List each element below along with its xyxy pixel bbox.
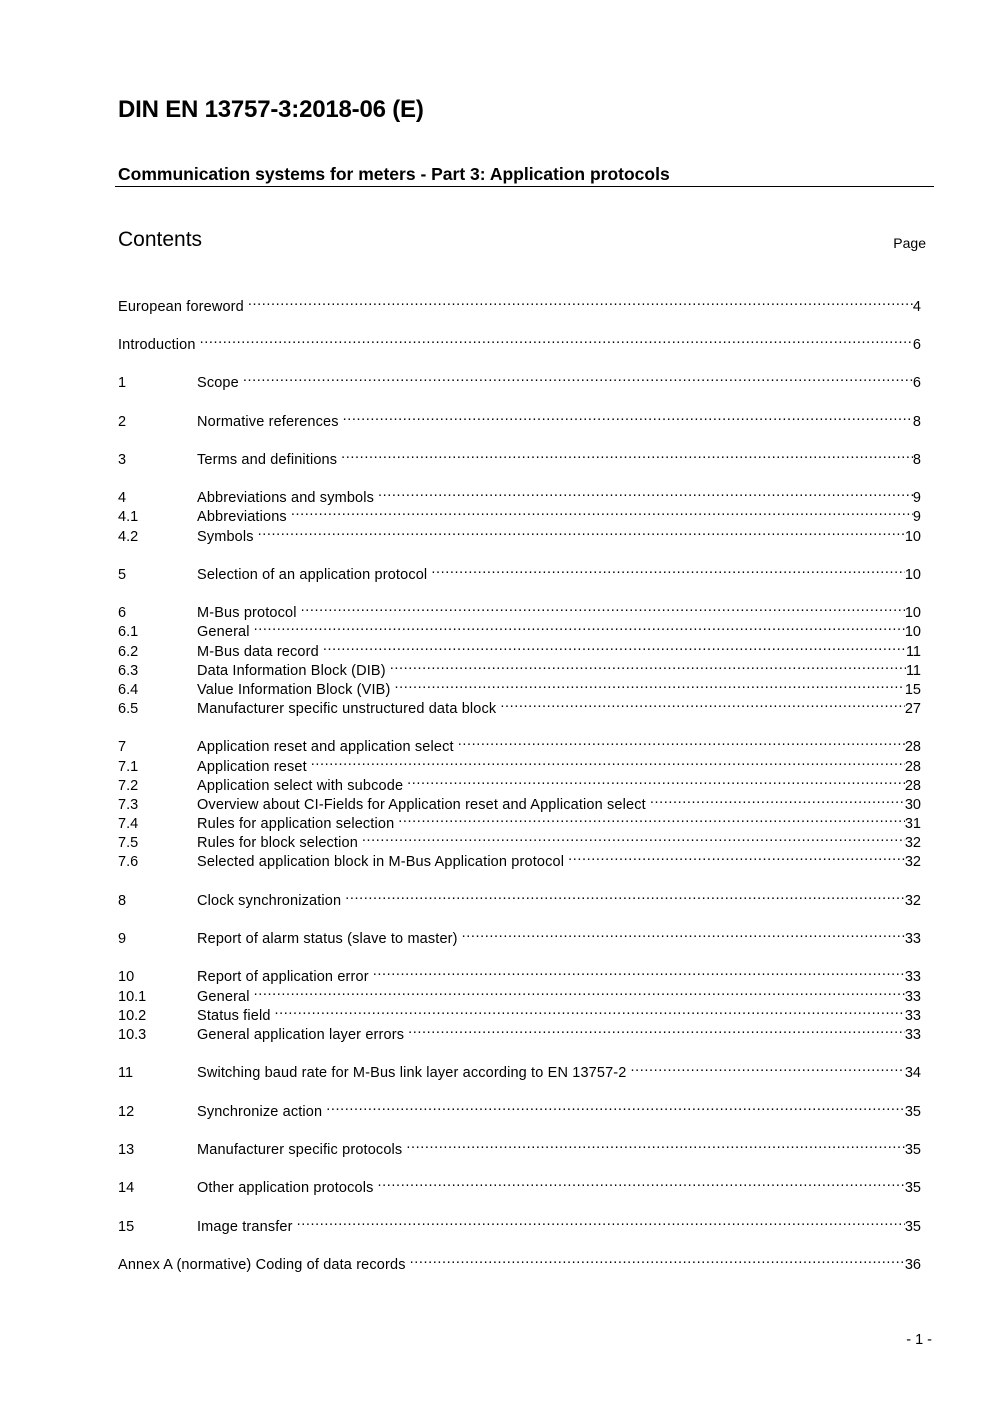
toc-entry-title: Overview about CI-Fields for Application reset and Application select <box>197 796 650 815</box>
toc-dot-leader <box>297 1212 905 1231</box>
toc-entry-number: 6.3 <box>118 663 139 679</box>
toc-entry-page: 33 <box>904 1027 921 1043</box>
toc-entry-number: 7.5 <box>118 835 139 851</box>
toc-entry-title: Abbreviations <box>197 508 291 527</box>
toc-entry-number: 6 <box>118 605 127 621</box>
toc-entry-title: Selected application block in M-Bus Application protocol <box>197 853 568 872</box>
page-number: - 1 - <box>906 1332 932 1348</box>
toc-entry-number: 14 <box>118 1180 135 1196</box>
toc-dot-leader <box>500 694 905 713</box>
toc-entry-number: 7 <box>118 739 127 755</box>
toc-dot-leader <box>243 368 913 387</box>
toc-entry-number: 9 <box>118 931 127 947</box>
toc-entry-number: 4.2 <box>118 529 139 545</box>
toc-entry[interactable] <box>118 522 921 545</box>
toc-dot-leader <box>362 828 905 847</box>
toc-entry-page: 15 <box>904 682 921 698</box>
toc-entry-number: 6.4 <box>118 682 139 698</box>
toc-dot-leader <box>631 1058 905 1077</box>
toc-entry-title: Symbols <box>197 528 258 547</box>
toc-entry-number: 10.3 <box>118 1027 147 1043</box>
toc-dot-leader <box>248 292 913 311</box>
toc-entry-title: Manufacturer specific protocols <box>197 1141 406 1160</box>
toc-entry[interactable] <box>118 809 921 832</box>
toc-entry-title: Scope <box>197 374 243 393</box>
toc-dot-leader <box>258 522 905 541</box>
toc-entry-page: 11 <box>905 644 921 660</box>
toc-entry-number: 7.4 <box>118 816 139 832</box>
toc-entry-page: 34 <box>904 1065 921 1081</box>
toc-dot-leader <box>568 847 905 866</box>
toc-entry-page: 27 <box>904 701 921 717</box>
toc-entry[interactable] <box>118 732 921 755</box>
toc-entry-title: Rules for block selection <box>197 834 362 853</box>
table-of-contents <box>118 0 921 1403</box>
toc-dot-leader <box>343 407 913 426</box>
toc-entry-number: 11 <box>118 1065 134 1081</box>
toc-entry-page: 33 <box>904 1008 921 1024</box>
toc-entry[interactable] <box>118 771 921 794</box>
toc-entry-page: 30 <box>904 797 921 813</box>
toc-dot-leader <box>326 1097 905 1116</box>
toc-dot-leader <box>373 962 905 981</box>
toc-dot-leader <box>341 445 913 464</box>
toc-entry-title: Manufacturer specific unstructured data block <box>197 700 500 719</box>
toc-entry-title: Abbreviations and symbols <box>197 489 378 508</box>
toc-entry-title: Status field <box>197 1007 275 1026</box>
toc-dot-leader <box>431 560 905 579</box>
toc-dot-leader <box>462 924 905 943</box>
toc-entry-title: General application layer errors <box>197 1026 408 1045</box>
toc-entry[interactable] <box>118 330 921 353</box>
toc-entry-number: 15 <box>118 1219 135 1235</box>
toc-dot-leader <box>406 1135 905 1154</box>
toc-entry-page: 33 <box>904 969 921 985</box>
toc-entry-number: 7.1 <box>118 759 139 775</box>
toc-entry-number: 7.2 <box>118 778 139 794</box>
toc-entry-page: 10 <box>904 624 921 640</box>
toc-entry[interactable] <box>118 1058 921 1081</box>
toc-entry-number: 4.1 <box>118 509 139 525</box>
toc-dot-leader <box>650 790 905 809</box>
toc-entry-page: 35 <box>904 1180 921 1196</box>
toc-entry-page: 4 <box>912 299 921 315</box>
toc-entry[interactable] <box>118 1250 921 1273</box>
toc-entry-title: General <box>197 988 254 1007</box>
toc-entry-page: 28 <box>904 739 921 755</box>
toc-entry-page: 9 <box>912 509 921 525</box>
toc-entry-title: Rules for application selection <box>197 815 398 834</box>
toc-entry-page: 6 <box>912 375 921 391</box>
toc-entry-title: Normative references <box>197 413 343 432</box>
toc-entry-title: M-Bus data record <box>197 643 323 662</box>
toc-entry[interactable] <box>118 1020 921 1043</box>
toc-dot-leader <box>275 1001 905 1020</box>
toc-entry[interactable] <box>118 483 921 506</box>
toc-dot-leader <box>254 982 905 1001</box>
toc-entry-title: General <box>197 623 254 642</box>
toc-entry-number: 3 <box>118 452 127 468</box>
toc-dot-leader <box>301 598 905 617</box>
toc-entry-number: 10 <box>118 969 135 985</box>
toc-entry-page: 9 <box>912 490 921 506</box>
toc-dot-leader <box>254 617 905 636</box>
toc-entry-title: Switching baud rate for M-Bus link layer according to EN 13757-2 <box>197 1064 631 1083</box>
toc-entry-page: 31 <box>904 816 921 832</box>
toc-dot-leader <box>410 1250 905 1269</box>
toc-entry[interactable] <box>118 368 921 391</box>
toc-entry-number: 10.2 <box>118 1008 147 1024</box>
toc-entry-number: 12 <box>118 1104 135 1120</box>
toc-entry-title: Data Information Block (DIB) <box>197 662 390 681</box>
toc-entry-number: 8 <box>118 893 127 909</box>
toc-entry-page: 35 <box>904 1104 921 1120</box>
toc-entry-title: Report of alarm status (slave to master) <box>197 930 462 949</box>
toc-entry[interactable] <box>118 502 921 525</box>
toc-entry[interactable] <box>118 1001 921 1024</box>
toc-entry-number: 2 <box>118 414 127 430</box>
toc-entry-title: Annex A (normative) Coding of data records <box>118 1256 410 1275</box>
toc-entry-title: Application select with subcode <box>197 777 407 796</box>
toc-dot-leader <box>378 1173 905 1192</box>
toc-entry-page: 6 <box>912 337 921 353</box>
toc-entry-title: Application reset <box>197 758 311 777</box>
toc-dot-leader <box>311 752 905 771</box>
toc-entry-page: 10 <box>904 567 921 583</box>
toc-entry-page: 11 <box>905 663 921 679</box>
toc-dot-leader <box>291 502 913 521</box>
toc-entry-number: 4 <box>118 490 127 506</box>
toc-dot-leader <box>458 732 905 751</box>
toc-entry-number: 6.1 <box>118 624 139 640</box>
toc-entry[interactable] <box>118 828 921 851</box>
toc-entry[interactable] <box>118 1212 921 1235</box>
toc-entry-page: 28 <box>904 759 921 775</box>
toc-entry-title: M-Bus protocol <box>197 604 301 623</box>
toc-entry[interactable] <box>118 656 921 679</box>
toc-entry[interactable] <box>118 637 921 660</box>
toc-entry-title: Other application protocols <box>197 1179 378 1198</box>
toc-entry-number: 7.3 <box>118 797 139 813</box>
toc-dot-leader <box>408 1020 905 1039</box>
toc-entry-page: 36 <box>904 1257 921 1273</box>
toc-entry-title: Image transfer <box>197 1218 297 1237</box>
toc-entry-page: 32 <box>904 893 921 909</box>
toc-entry-title: Selection of an application protocol <box>197 566 431 585</box>
toc-entry-page: 10 <box>904 605 921 621</box>
toc-entry-title: European foreword <box>118 298 248 317</box>
toc-entry-number: 6.2 <box>118 644 139 660</box>
page-column-heading: Page <box>893 235 926 251</box>
toc-entry[interactable] <box>118 886 921 909</box>
toc-entry-title: Report of application error <box>197 968 373 987</box>
toc-entry-number: 5 <box>118 567 127 583</box>
toc-entry[interactable] <box>118 292 921 315</box>
toc-dot-leader <box>200 330 913 349</box>
toc-entry[interactable] <box>118 694 921 717</box>
toc-entry-page: 10 <box>904 529 921 545</box>
toc-entry-number: 13 <box>118 1142 135 1158</box>
toc-entry-page: 8 <box>912 414 921 430</box>
toc-entry[interactable] <box>118 847 921 870</box>
toc-entry-title: Terms and definitions <box>197 451 341 470</box>
toc-entry-number: 7.6 <box>118 854 139 870</box>
toc-entry[interactable] <box>118 598 921 621</box>
toc-dot-leader <box>390 656 906 675</box>
toc-entry-number: 6.5 <box>118 701 139 717</box>
contents-heading: Contents <box>118 228 203 251</box>
toc-dot-leader <box>394 675 904 694</box>
toc-entry-title: Introduction <box>118 336 200 355</box>
toc-entry[interactable] <box>118 445 921 468</box>
toc-entry-page: 33 <box>904 931 921 947</box>
toc-entry[interactable] <box>118 1173 921 1196</box>
toc-dot-leader <box>378 483 913 502</box>
toc-entry[interactable] <box>118 560 921 583</box>
toc-entry-title: Value Information Block (VIB) <box>197 681 394 700</box>
toc-entry-number: 10.1 <box>118 989 147 1005</box>
toc-entry-page: 32 <box>904 835 921 851</box>
toc-entry-page: 35 <box>904 1142 921 1158</box>
toc-entry-title: Application reset and application select <box>197 738 458 757</box>
toc-entry[interactable] <box>118 617 921 640</box>
toc-entry[interactable] <box>118 1097 921 1120</box>
toc-dot-leader <box>323 637 906 656</box>
document-id: DIN EN 13757-3:2018-06 (E) <box>118 96 424 123</box>
toc-dot-leader <box>398 809 905 828</box>
toc-entry-page: 32 <box>904 854 921 870</box>
document-subtitle: Communication systems for meters - Part 3: Application protocols <box>118 164 670 184</box>
toc-entry[interactable] <box>118 752 921 775</box>
toc-dot-leader <box>345 886 905 905</box>
toc-entry[interactable] <box>118 962 921 985</box>
toc-entry-title: Clock synchronization <box>197 892 345 911</box>
toc-dot-leader <box>407 771 905 790</box>
toc-entry[interactable] <box>118 982 921 1005</box>
toc-entry-page: 33 <box>904 989 921 1005</box>
toc-entry-title: Synchronize action <box>197 1103 326 1122</box>
toc-entry[interactable] <box>118 407 921 430</box>
toc-entry-page: 28 <box>904 778 921 794</box>
toc-entry-number: 1 <box>118 375 127 391</box>
toc-entry[interactable] <box>118 675 921 698</box>
toc-entry[interactable] <box>118 924 921 947</box>
toc-entry-page: 8 <box>912 452 921 468</box>
toc-entry[interactable] <box>118 790 921 813</box>
toc-entry[interactable] <box>118 1135 921 1158</box>
toc-entry-page: 35 <box>904 1219 921 1235</box>
